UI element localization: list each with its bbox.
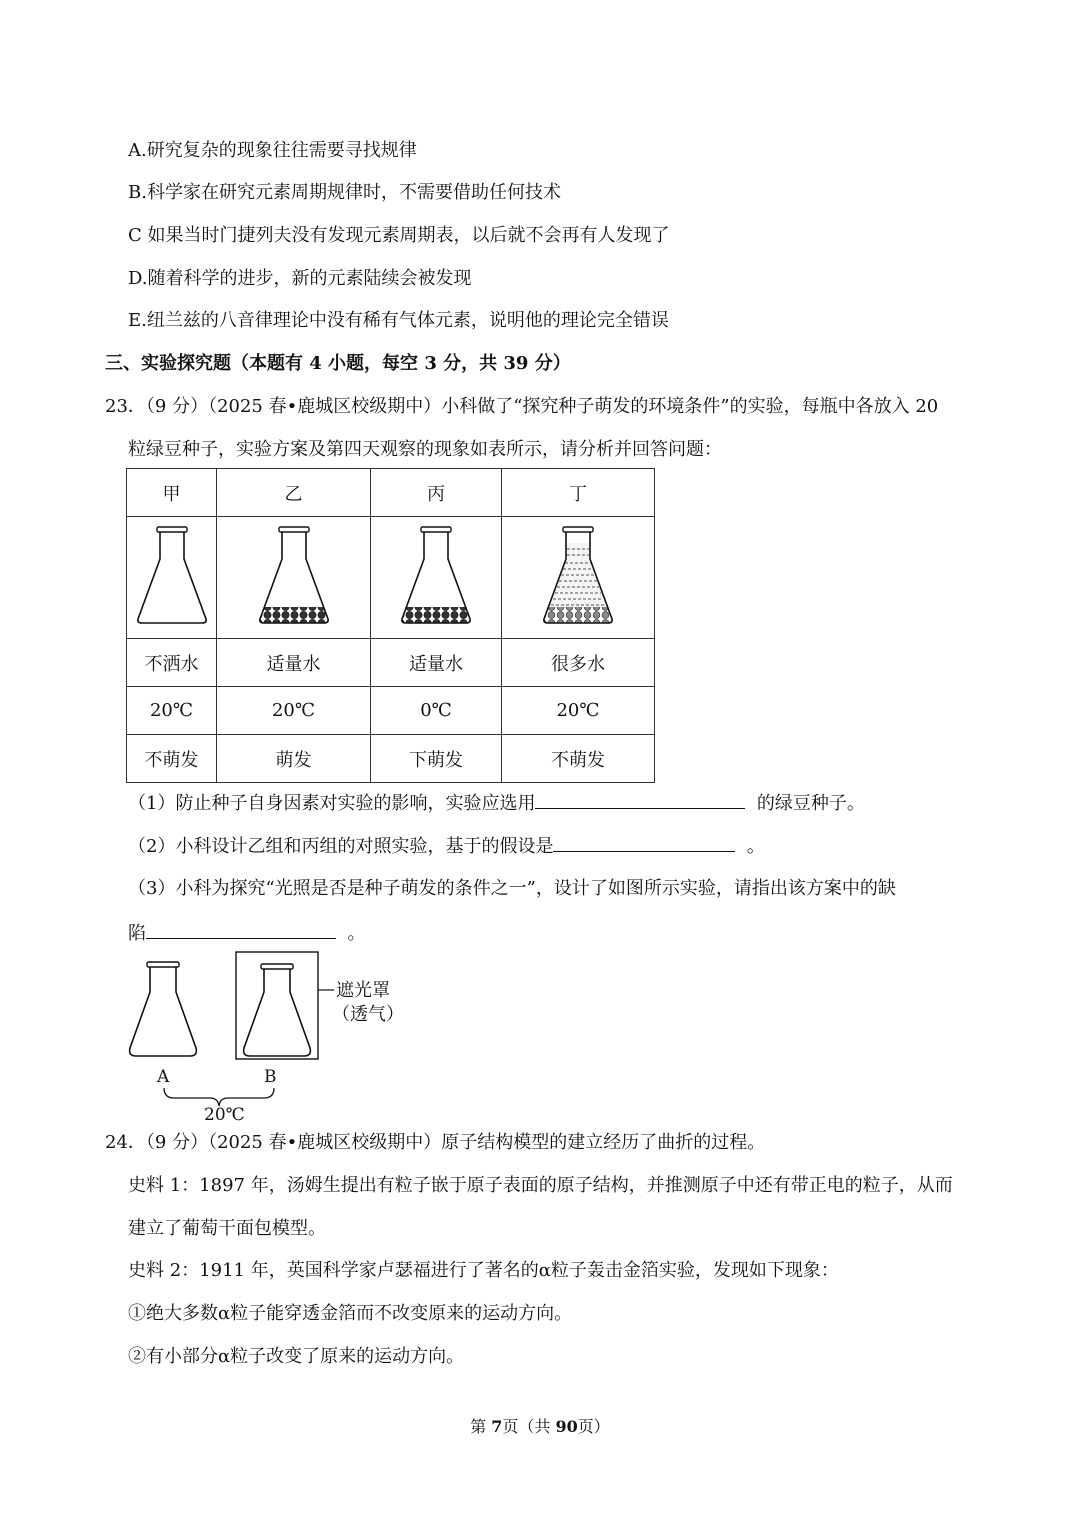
brace-icon bbox=[164, 1088, 274, 1106]
q24-item2: ②有小部分α粒子改变了原来的运动方向。 bbox=[128, 1346, 465, 1367]
sub3-suffix: 。 bbox=[347, 923, 366, 944]
water-seed-flask-icon bbox=[538, 523, 618, 627]
sub1-text: （1）防止种子自身因素对实验的影响，实验应选用 bbox=[128, 793, 536, 814]
footer-prefix: 第 bbox=[470, 1417, 492, 1436]
light-experiment-figure bbox=[122, 948, 412, 1124]
footer-mid: 页（共 bbox=[502, 1417, 556, 1436]
temperature-cell: 20℃ bbox=[127, 687, 217, 735]
q24-item1: ①绝大多数α粒子能穿透金箔而不改变原来的运动方向。 bbox=[128, 1303, 573, 1324]
table-row-flasks bbox=[127, 517, 655, 639]
table-row-header bbox=[127, 469, 655, 517]
result-cell: 不萌发 bbox=[127, 735, 217, 783]
figure-temp-label: 20℃ bbox=[204, 1105, 245, 1124]
footer-suffix: 页） bbox=[577, 1417, 610, 1436]
water-cell: 不洒水 bbox=[127, 639, 217, 687]
sub2-text: （2）小科设计乙组和丙组的对照实验，基于的假设是 bbox=[128, 836, 554, 857]
answer-blank-3[interactable] bbox=[146, 920, 336, 939]
q24-source2-line1: 史料 2：1911 年，英国科学家卢瑟福进行了著名的α粒子轰击金箔实验，发现如下现象： bbox=[128, 1260, 839, 1281]
table-row-result bbox=[127, 735, 655, 783]
flask-b-icon bbox=[244, 964, 311, 1056]
page-footer bbox=[0, 1414, 1080, 1437]
header-cell-yi: 乙 bbox=[217, 469, 371, 517]
flask-cell-bing bbox=[371, 517, 502, 639]
result-cell: 萌发 bbox=[217, 735, 371, 783]
water-cell: 适量水 bbox=[371, 639, 502, 687]
page-number: 7 bbox=[491, 1417, 503, 1436]
q23-sub2 bbox=[128, 833, 765, 860]
answer-blank-2[interactable] bbox=[553, 833, 735, 852]
header-cell-ding: 丁 bbox=[502, 469, 655, 517]
temperature-cell: 20℃ bbox=[217, 687, 371, 735]
temperature-cell: 0℃ bbox=[371, 687, 502, 735]
empty-flask-icon bbox=[132, 523, 212, 627]
q23-sub1 bbox=[128, 790, 865, 817]
section-heading: 三、实验探究题（本题有 4 小题，每空 3 分，共 39 分） bbox=[105, 353, 571, 374]
result-cell: 下萌发 bbox=[371, 735, 502, 783]
q23-sub3-line2 bbox=[128, 920, 365, 947]
option-e: E.纽兰兹的八音律理论中没有稀有气体元素，说明他的理论完全错误 bbox=[128, 310, 669, 331]
answer-blank-1[interactable] bbox=[535, 790, 745, 809]
option-d: D.随着科学的进步，新的元素陆续会被发现 bbox=[128, 268, 472, 289]
q23-stem-line2: 粒绿豆种子，实验方案及第四天观察的现象如表所示，请分析并回答问题： bbox=[128, 439, 722, 460]
q23-sub3-line1: （3）小科为探究“光照是否是种子萌发的条件之一”，设计了如图所示实验，请指出该方案中的缺 bbox=[128, 878, 896, 899]
option-b: B.科学家在研究元素周期规律时，不需要借助任何技术 bbox=[128, 182, 561, 203]
result-cell: 不萌发 bbox=[502, 735, 655, 783]
cover-label-1: 遮光罩 bbox=[336, 980, 390, 1001]
page-total: 90 bbox=[555, 1417, 578, 1436]
q23-stem-line1: 23．（9 分）（2025 春•鹿城区校级期中）小科做了“探究种子萌发的环境条件”的实验，每瓶中各放入 20 bbox=[105, 396, 939, 417]
option-a: A.研究复杂的现象往往需要寻找规律 bbox=[128, 140, 417, 161]
water-cell: 适量水 bbox=[217, 639, 371, 687]
q24-stem: 24．（9 分）（2025 春•鹿城区校级期中）原子结构模型的建立经历了曲折的过程。 bbox=[105, 1132, 766, 1153]
table-row-water bbox=[127, 639, 655, 687]
sub2-suffix: 。 bbox=[746, 836, 765, 857]
flask-cell-jia bbox=[127, 517, 217, 639]
q24-source1-line2: 建立了葡萄干面包模型。 bbox=[128, 1218, 326, 1239]
header-cell-bing: 丙 bbox=[371, 469, 502, 517]
label-a: A bbox=[157, 1067, 170, 1087]
q24-source1-line1: 史料 1：1897 年，汤姆生提出有粒子嵌于原子表面的原子结构，并推测原子中还有带正电的粒子，从而 bbox=[128, 1175, 953, 1196]
flask-a-icon bbox=[130, 962, 197, 1056]
sub3-text: 陷 bbox=[128, 923, 146, 944]
seed-flask-icon bbox=[254, 523, 334, 627]
cover-label-2: （透气） bbox=[332, 1004, 404, 1025]
flask-cell-ding bbox=[502, 517, 655, 639]
water-cell: 很多水 bbox=[502, 639, 655, 687]
header-cell-jia: 甲 bbox=[127, 469, 217, 517]
option-c: C 如果当时门捷列夫没有发现元素周期表，以后就不会再有人发现了 bbox=[128, 225, 670, 246]
table-row-temperature bbox=[127, 687, 655, 735]
experiment-table bbox=[126, 468, 655, 783]
label-b: B bbox=[264, 1067, 277, 1087]
sub1-suffix: 的绿豆种子。 bbox=[756, 793, 865, 814]
flask-cell-yi bbox=[217, 517, 371, 639]
temperature-cell: 20℃ bbox=[502, 687, 655, 735]
seed-flask-icon bbox=[396, 523, 476, 627]
